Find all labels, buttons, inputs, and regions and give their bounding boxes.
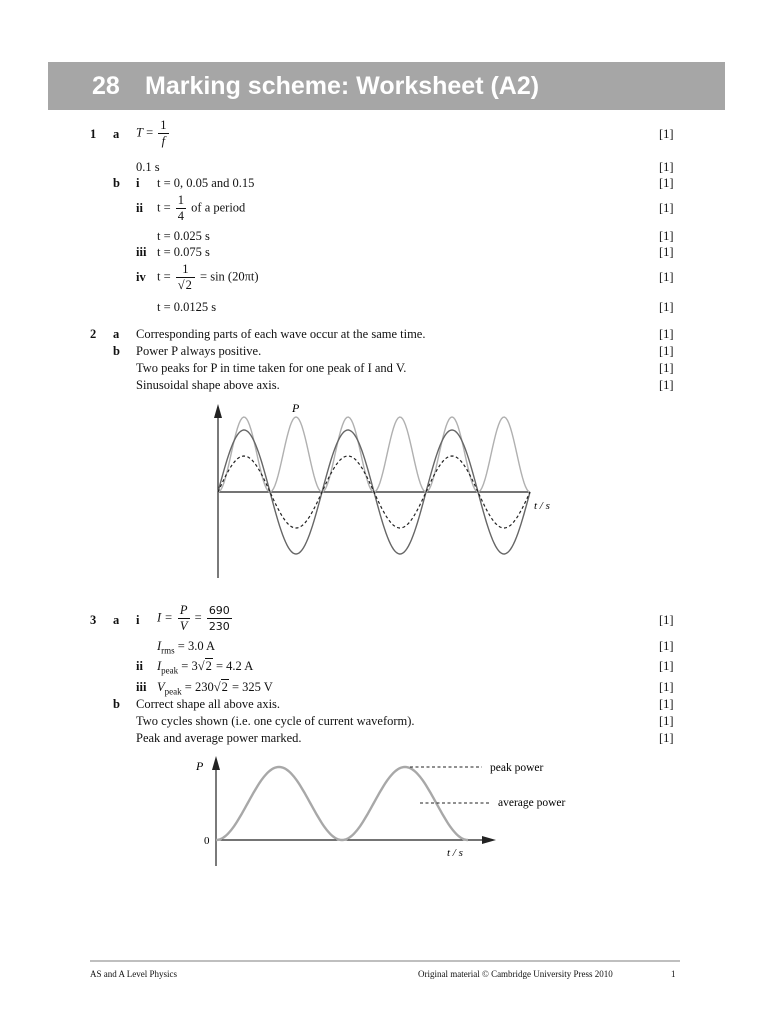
mark: [1] xyxy=(659,613,674,627)
q1bii-answer: t = 0.025 s xyxy=(157,229,210,243)
peak-power-label: peak power xyxy=(490,762,544,774)
q3ai-rms: $I_{rms} = 3.0$ A xyxy=(157,639,216,656)
q1biv-formula: t = $\frac{1}{√2}$ = sin (20πt) xyxy=(157,262,259,292)
y-axis-label: P xyxy=(292,401,300,415)
y-axis-label: P xyxy=(196,759,204,773)
mark: [1] xyxy=(659,300,674,314)
fraction: $\frac{690}{230}$ xyxy=(208,604,230,633)
q1a-formula: T = $\frac{1}{f}$ xyxy=(136,118,167,148)
mark: [1] xyxy=(659,378,674,392)
fraction: $\frac{1}{f}$ xyxy=(160,118,167,148)
mark: [1] xyxy=(659,160,674,174)
mark: [1] xyxy=(659,659,674,673)
mark: [1] xyxy=(659,361,674,375)
q3aiii-answer: $V_{peak} = 230√2 = 325$ V xyxy=(157,680,273,697)
root-sign: √ xyxy=(177,278,185,292)
mark: [1] xyxy=(659,127,674,141)
q1bi-answer: t = 0, 0.05 and 0.15 xyxy=(157,176,255,190)
q3a-sub-ii: ii xyxy=(136,659,143,673)
power-curve xyxy=(216,767,468,840)
q2-number: 2 xyxy=(90,327,97,341)
mark: [1] xyxy=(659,639,674,653)
q1b-sub-iii: iii xyxy=(136,245,147,259)
q2-part-b: b xyxy=(113,344,120,358)
x-axis-label: t / s xyxy=(447,847,463,859)
root-sign: √ xyxy=(197,659,205,673)
q1bii-formula: t = $\frac{1}{4}$ of a period xyxy=(157,193,246,223)
q3ai-formula: I = $\frac{P}{V}$ = $\frac{690}{230}$ xyxy=(157,603,230,633)
x-axis-label: t / s xyxy=(534,500,550,512)
worksheet-number: 28 xyxy=(92,72,120,100)
q1a-answer: 0.1 s xyxy=(136,160,160,174)
mark: [1] xyxy=(659,697,674,711)
root-sign: √ xyxy=(213,680,221,694)
page-title: Marking scheme: Worksheet (A2) xyxy=(145,72,540,100)
mark: [1] xyxy=(659,680,674,694)
q3-part-a: a xyxy=(113,613,120,627)
mark: [1] xyxy=(659,327,674,341)
q2a-answer: Corresponding parts of each wave occur at the same time. xyxy=(136,327,426,341)
mark: [1] xyxy=(659,270,674,284)
q1b-sub-ii: ii xyxy=(136,201,143,215)
q2b-point-2: Two peaks for P in time taken for one peak of I and V. xyxy=(136,361,407,375)
fraction: $\frac{P}{V}$ xyxy=(179,603,188,633)
mark: [1] xyxy=(659,229,674,243)
q3-number: 3 xyxy=(90,613,97,627)
q3b-point-3: Peak and average power marked. xyxy=(136,731,302,745)
mark: [1] xyxy=(659,344,674,358)
fraction: $\frac{1}{√2}$ xyxy=(176,262,195,293)
q1biii-answer: t = 0.075 s xyxy=(157,245,210,259)
q1-part-a: a xyxy=(113,127,120,141)
q1b-sub-iv: iv xyxy=(136,270,146,284)
q2b-point-1: Power P always positive. xyxy=(136,344,262,358)
mark: [1] xyxy=(659,714,674,728)
footer-course: AS and A Level Physics xyxy=(90,969,177,979)
fraction: $\frac{1}{4}$ xyxy=(177,193,185,223)
page-number: 1 xyxy=(671,969,676,979)
q3-part-b: b xyxy=(113,697,120,711)
y-axis-arrow xyxy=(212,756,220,770)
q1-part-b: b xyxy=(113,176,120,190)
mark: [1] xyxy=(659,245,674,259)
q3a-sub-iii: iii xyxy=(136,680,147,694)
q2b-point-3: Sinusoidal shape above axis. xyxy=(136,378,280,392)
q3aii-answer: $I_{peak} = 3√2 = 4.2$ A xyxy=(157,659,254,676)
mark: [1] xyxy=(659,201,674,215)
q1biv-answer: t = 0.0125 s xyxy=(157,300,217,314)
x-axis-arrow xyxy=(482,836,496,844)
footer-divider xyxy=(90,960,680,962)
q1b-sub-i: i xyxy=(136,176,140,190)
mark: [1] xyxy=(659,731,674,745)
q3a-sub-i: i xyxy=(136,613,140,627)
q3b-point-2: Two cycles shown (i.e. one cycle of current waveform). xyxy=(136,714,415,728)
q3b-point-1: Correct shape all above axis. xyxy=(136,697,281,711)
q2-part-a: a xyxy=(113,327,120,341)
average-power-label: average power xyxy=(498,797,566,809)
footer-copyright: Original material © Cambridge University Press 2010 xyxy=(418,969,613,979)
q1-number: 1 xyxy=(90,127,97,141)
mark: [1] xyxy=(659,176,674,190)
origin-label: 0 xyxy=(204,835,210,847)
